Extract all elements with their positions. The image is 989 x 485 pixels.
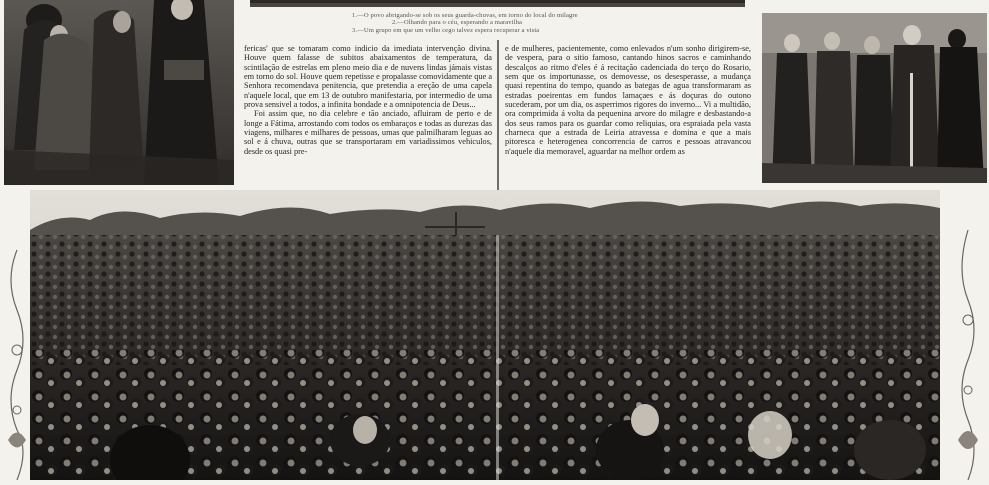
article-paragraph: Foi assim que, no dia celebre e tão anciado, afluiram de perto e de longe a Fátima, arrostando com todos os embaraços e todas as durezas das viagens, milhares e milhares de pessoas, umas que palmilharam leguas ao sol e á chuva, outras que se transportaram em variadissimos vehiculos, desde os quasi pre- bbox=[244, 109, 492, 156]
caption-2: 2.—Olhando para o céu, esperando a maravilha bbox=[392, 19, 522, 27]
caption-1: 1.—O povo abrigando-se sob os seus guarda-chuvas, em torno do local do milagre bbox=[352, 12, 578, 19]
floral-ornament-icon bbox=[948, 190, 989, 480]
floral-border-left bbox=[0, 190, 34, 480]
photo-captions bbox=[352, 12, 652, 34]
photo-crowd-looking-at-sky-image bbox=[30, 190, 940, 480]
caption-3: 3.—Um grupo em que um velho cego talvez espera recuperar a vista bbox=[352, 26, 540, 34]
photo-women-in-crowd bbox=[4, 0, 234, 185]
photo-crowd-looking-at-sky bbox=[30, 190, 940, 480]
floral-ornament-icon bbox=[0, 190, 34, 480]
photo-women-in-crowd-image bbox=[4, 0, 234, 185]
article-column-right bbox=[505, 44, 751, 156]
photo-strip-top-image bbox=[250, 0, 745, 7]
floral-border-right bbox=[948, 190, 989, 480]
article-column-left bbox=[244, 44, 492, 156]
photo-group-blind-man bbox=[762, 13, 987, 183]
photo-strip-top bbox=[250, 0, 745, 7]
article-paragraph: e de mulheres, pacientemente, como enlevados n'um sonho dirigirem-se, de vespera, para o sitio famoso, cantando hinos sacros e caminhando descalços ao ritmo d'eles é á recitação cadenciada do terço do Rosario, sem que os importunasse, os demovesse, os desesperasse, a mudança quasi repentina do tempo, quando as bategas de agua transformaram as estradas poeirentas em fundos lamaçaes e ás doçuras do outono sucederam, por um dia, os asperrimos rigores do inverno... Vi a multidão, ora comprimida á volta da pequenina arvore do milagre e desbastando-a dos seus ramos para os guardar como reliquias, ora espraiada pela vasta charneca que a estrada de Leiria atravessa e domina e que a mais pitoresca e heterogenea concorrencia de carros e pessoas atravancou n'aquele dia memoravel, aguardar na melhor ordem as bbox=[505, 44, 751, 156]
article-paragraph: fericas' que se tomaram como indicio da imediata intervenção divina. Houve quem falasse de subitos abaixamentos de temperatura, da scintilação de estrelas em pleno meio dia e de nuvens lindas jámais vistas em torno do sol. Houve quem repetisse e propalasse comovidamente que a Senhora recomendava penitencia, que pretendia a ereção de uma capela n'aquele local, que em 13 de outubro manifestaria, por intermedio de uma prova sensivel a todos, a infinita bondade e a omnipotencia de Deus... bbox=[244, 44, 492, 110]
photo-group-blind-man-image bbox=[762, 13, 987, 183]
